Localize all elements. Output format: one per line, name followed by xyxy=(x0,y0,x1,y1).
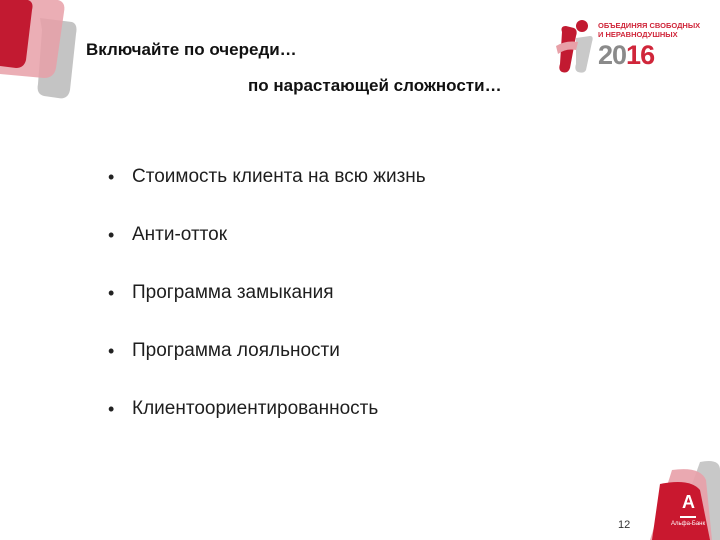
bullet-text: Анти-отток xyxy=(132,224,228,245)
bullet-text: Стоимость клиента на всю жизнь xyxy=(132,166,426,187)
event-logo-figure-icon xyxy=(556,16,598,76)
bullet-marker: • xyxy=(108,167,115,187)
bank-logo-letter: А xyxy=(682,492,695,512)
slide-title-line2: по нарастающей сложности… xyxy=(248,76,502,95)
bank-logo-name: Альфа-Банк xyxy=(671,521,706,527)
event-logo-year-part1: 20 xyxy=(598,40,627,70)
event-logo xyxy=(556,16,706,76)
page-number: 12 xyxy=(618,519,631,531)
bank-logo-bar xyxy=(680,516,696,518)
event-logo-caption-line1: ОБЪЕДИНЯЯ СВОБОДНЫХ xyxy=(598,21,701,30)
event-logo-caption xyxy=(598,21,708,39)
bullet-text: Программа лояльности xyxy=(132,340,340,361)
event-logo-caption-line2: И НЕРАВНОДУШНЫХ xyxy=(598,30,678,39)
slide-title-line1: Включайте по очереди… xyxy=(86,40,297,59)
bullet-marker: • xyxy=(108,225,115,245)
event-logo-year-part2: 16 xyxy=(626,40,655,70)
bullet-marker: • xyxy=(108,283,115,303)
bullet-marker: • xyxy=(108,341,115,361)
bank-logo xyxy=(654,480,720,540)
bullet-marker: • xyxy=(108,399,115,419)
bullet-text: Программа замыкания xyxy=(132,282,334,303)
event-logo-year xyxy=(598,40,654,70)
bullet-text: Клиентоориентированность xyxy=(132,398,379,419)
